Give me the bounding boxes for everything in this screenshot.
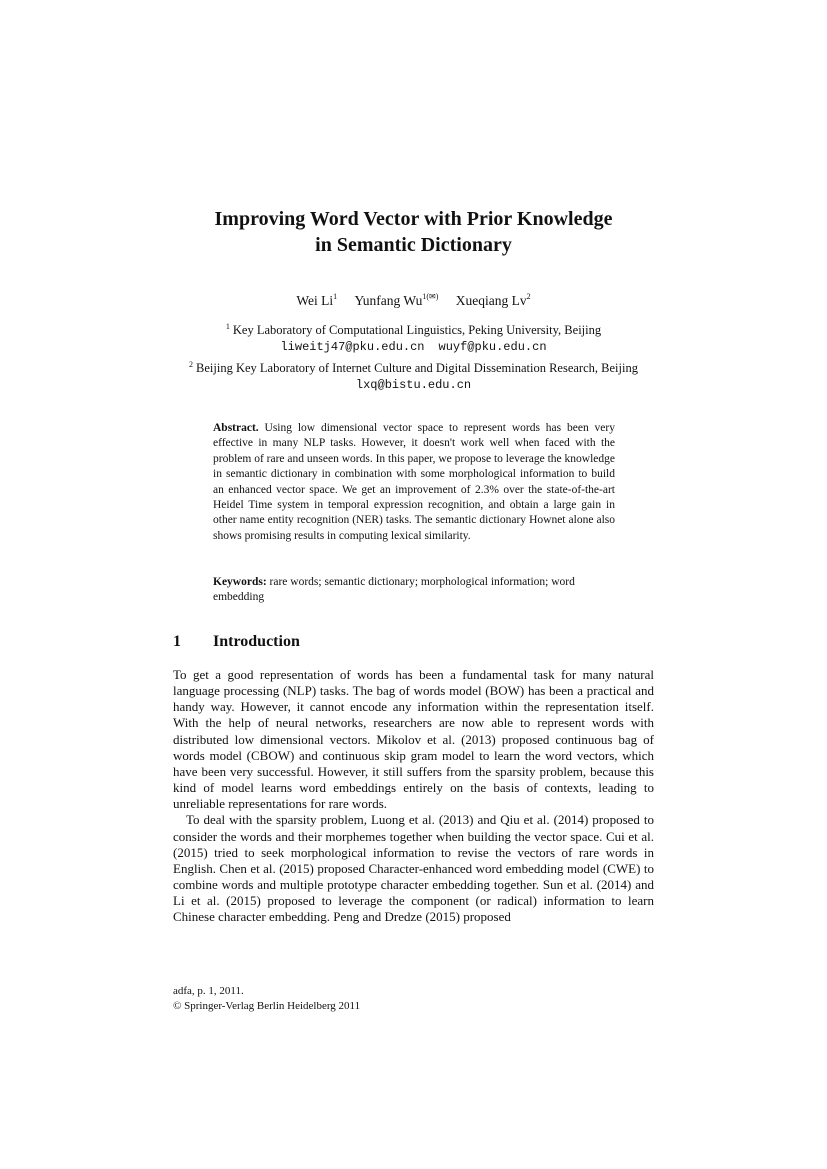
email-link[interactable]: liweitj47@pku.edu.cn xyxy=(280,340,425,354)
author-list xyxy=(120,288,707,310)
affiliation-text: Beijing Key Laboratory of Internet Culture and Digital Dissemination Research, Beijing xyxy=(196,361,638,375)
author-name: Wei Li xyxy=(296,293,334,308)
author-name: Xueqiang Lv xyxy=(455,293,527,308)
author-affiliation-mark: 2 xyxy=(526,292,531,301)
affiliation-emails xyxy=(120,377,707,394)
title-line-2: in Semantic Dictionary xyxy=(315,234,512,256)
affiliation-list xyxy=(120,318,707,394)
author-name: Yunfang Wu xyxy=(354,293,423,308)
keywords-label: Keywords: xyxy=(213,576,267,588)
abstract-label: Abstract. xyxy=(213,422,259,434)
section-heading xyxy=(173,632,300,652)
affiliation-emails xyxy=(120,339,707,356)
affiliation xyxy=(120,356,707,377)
copyright-line: © Springer-Verlag Berlin Heidelberg 2011 xyxy=(173,1000,361,1012)
affiliation xyxy=(120,318,707,339)
footer-line: adfa, p. 1, 2011. xyxy=(173,985,244,997)
paragraph: To deal with the sparsity problem, Luong et al. (2013) and Qiu et al. (2014) proposed to consider the words and their morphemes together when building the vector space. Cui et al. (2015) tried to seek morphological information to revise the vectors of rare words in English. Chen et al. (2015) proposed Character-enhanced word embedding model (CWE) to combine words and multiple prototype character embedding together. Sun et al. (2014) and Li et al. (2015) proposed to leverage the component (or radical) information to learn Chinese character embedding. Peng and Dredze (2015) proposed xyxy=(173,812,654,925)
section-body xyxy=(173,667,654,926)
author xyxy=(296,293,337,308)
paper-title xyxy=(120,206,707,258)
page-footer xyxy=(173,984,360,1014)
title-line-1: Improving Word Vector with Prior Knowledge xyxy=(214,208,613,230)
author xyxy=(456,293,531,308)
affiliation-mark: 1 xyxy=(225,322,230,331)
keywords xyxy=(213,575,615,606)
affiliation-text: Key Laboratory of Computational Linguistics, Peking University, Beijing xyxy=(232,323,602,337)
author-affiliation-mark-close: ) xyxy=(435,292,439,301)
abstract-text: Using low dimensional vector space to represent words has been very effective in many NLP tasks. However, it doesn't work well when faced with the problem of rare and unseen words. In this paper, we propose to leverage the knowledge in semantic dictionary in combination with some morphological information to build an enhanced vector space. We get an improvement of 2.3% over the state-of-the-art Heidel Time system in temporal expression recognition, and obtain a large gain in other name entity recognition (NER) tasks. The semantic dictionary Hownet alone also shows promising results in computing lexical similarity. xyxy=(213,422,615,542)
affiliation-mark: 2 xyxy=(189,360,194,369)
section-number: 1 xyxy=(173,633,181,650)
paragraph: To get a good representation of words has been a fundamental task for many natural language processing (NLP) tasks. The bag of words model (BOW) has been a practical and handy way. However, it cannot encode any information within the representation itself. With the help of neural networks, researchers are now able to represent words with distributed low dimensional vectors. Mikolov et al. (2013) proposed continuous bag of words model (CBOW) and continuous skip gram model to learn the word vectors, which have been very successful. However, it still suffers from the sparsity problem, because this kind of model learns word embeddings entirely on the basis of contexts, leading to unreliable representations for rare words. xyxy=(173,667,654,812)
email-link[interactable]: wuyf@pku.edu.cn xyxy=(438,340,547,354)
author-affiliation-mark: 1( xyxy=(422,292,430,301)
author-affiliation-mark: 1 xyxy=(333,292,338,301)
author xyxy=(355,293,439,308)
keywords-text: rare words; semantic dictionary; morphological information; word embedding xyxy=(213,576,575,604)
email-link[interactable]: lxq@bistu.edu.cn xyxy=(355,378,472,392)
abstract xyxy=(213,421,615,544)
envelope-icon: ✉ xyxy=(429,292,436,301)
section-title: Introduction xyxy=(213,633,300,650)
